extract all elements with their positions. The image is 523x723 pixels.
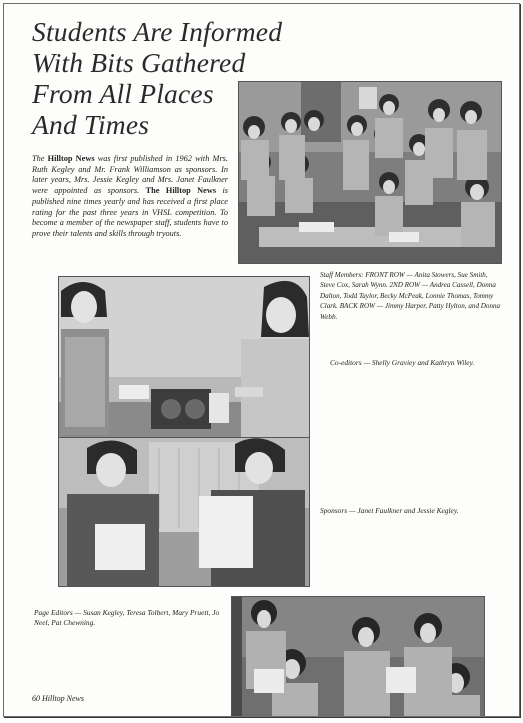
intro-paragraph (32, 154, 228, 240)
intro-text: was first published in 1962 with Mrs. Ruth Kegley and Mr. Frank Williamson as sponsors. In later years, Mrs. Jessie Kegley and Mrs. Janet Faulkner were appointed as sponsors. (32, 154, 228, 196)
page-editors-photo (231, 596, 485, 717)
headline-line: With Bits Gathered (32, 47, 246, 78)
yearbook-page (3, 3, 520, 717)
page-editors-caption: Page Editors — Susan Kegley, Teresa Tolbert, Mary Pruett, Jo Neel, Pat Chewning. (34, 608, 220, 627)
paper-name: Hilltop News (165, 186, 217, 196)
headline-line: And Times (32, 109, 150, 140)
coeditors-photo (58, 276, 310, 438)
sponsors-photo (58, 437, 310, 587)
headline-line: From All Places (32, 78, 214, 109)
paper-name: Hilltop News (47, 154, 95, 163)
staff-group-photo (238, 81, 502, 264)
page-folio: 60 Hilltop News (32, 694, 85, 703)
sponsors-caption: Sponsors — Janet Faulkner and Jessie Kegley. (320, 506, 459, 515)
intro-text: The (145, 186, 166, 196)
coeditors-caption: Co-editors — Shelly Graviey and Kathryn Wiley. (330, 358, 475, 367)
staff-caption: Staff Members: FRONT ROW — Anita Stowers, Sue Smith, Steve Cox, Sarah Wynn. 2ND ROW — Andrea Cassell, Donna Dalton, Todd Taylor, Becky McPeak, Lonnie Thomas, Tommy Clark. BACK ROW — Jimmy Harper, Patty Hylton, and Donna Webb. (320, 271, 501, 321)
intro-text: The (32, 154, 48, 163)
headline-line: Students Are Informed (32, 16, 283, 47)
intro-text: is published nine times yearly and has received a first place rating for the past three years in VHSL competition. To become a member of the newspaper staff, students have to prove their talents and skills through tryouts. (32, 186, 229, 238)
